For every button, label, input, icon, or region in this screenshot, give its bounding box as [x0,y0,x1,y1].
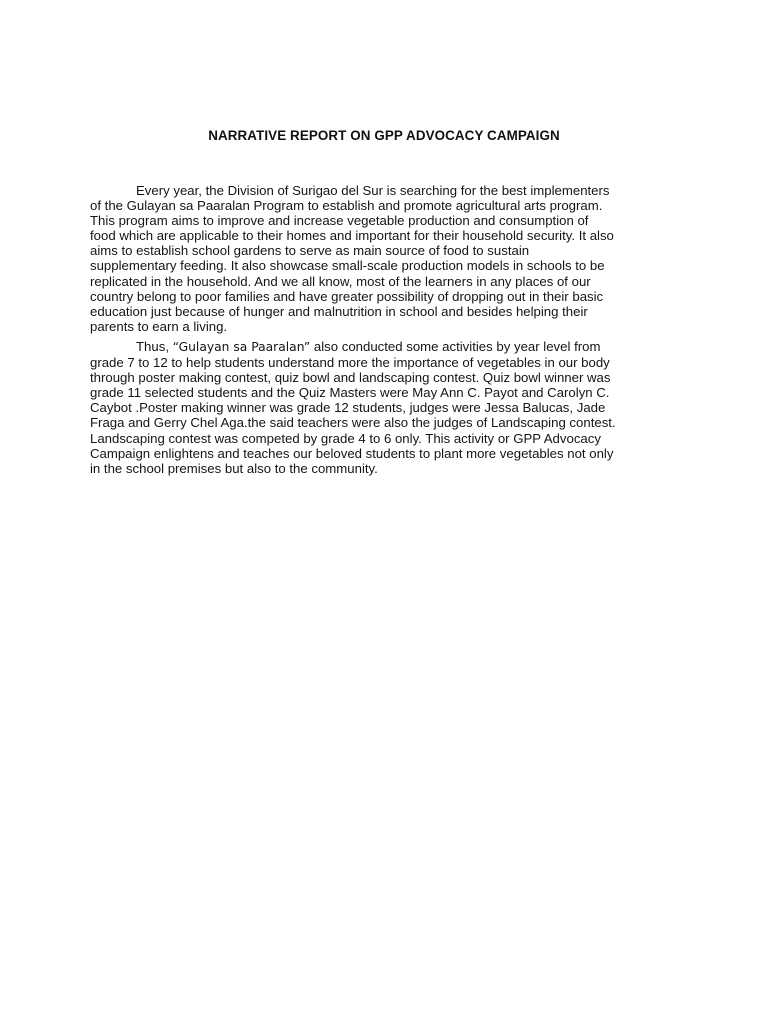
program-name-quote: “Gulayan sa Paaralan” [172,340,311,354]
paragraph-2-line: Landscaping contest was competed by grade 4 to 6 only. This activity or GPP Advocacy [90,430,601,446]
paragraph-1-line: of the Gulayan sa Paaralan Program to establish and promote agricultural arts program. [90,198,603,214]
paragraph-1-line: education just because of hunger and malnutrition in school and besides helping their [90,303,588,319]
paragraph-2-first-line [90,339,700,355]
paragraph-1-line: Every year, the Division of Surigao del Sur is searching for the best implementers [136,183,610,198]
paragraph-1-line: supplementary feeding. It also showcase small-scale production models in schools to be [90,258,605,274]
paragraph-2-line: Fraga and Gerry Chel Aga.the said teachers were also the judges of Landscaping contest. [90,415,616,431]
paragraph-1-line: country belong to poor families and have greater possibility of dropping out in their basic [90,288,604,304]
paragraph-2-suffix: also conducted some activities by year level from [310,339,601,354]
paragraph-1-line: replicated in the household. And we all know, most of the learners in any places of our [90,273,591,289]
document-title: NARRATIVE REPORT ON GPP ADVOCACY CAMPAIGN [208,128,560,143]
paragraph-2 [90,339,700,476]
paragraph-2-line: grade 11 selected students and the Quiz Masters were May Ann C. Payot and Carolyn C. [90,385,610,401]
paragraph-2-line: through poster making contest, quiz bowl and landscaping contest. Quiz bowl winner was [90,370,611,386]
paragraph-1-line: parents to earn a living. [90,318,228,334]
paragraph-1-line: food which are applicable to their homes and important for their household security. It also [90,228,614,244]
paragraph-1 [90,183,700,334]
paragraph-2-line: Campaign enlightens and teaches our beloved students to plant more vegetables not only [90,445,614,461]
paragraph-2-prefix: Thus, [136,339,173,354]
paragraph-2-line: grade 7 to 12 to help students understand more the importance of vegetables in our body [90,355,610,371]
paragraph-1-line: This program aims to improve and increase vegetable production and consumption of [90,213,589,229]
paragraph-2-line: in the school premises but also to the community. [90,460,378,476]
paragraph-2-line: Caybot .Poster making winner was grade 12 students, judges were Jessa Balucas, Jade [90,400,606,416]
paragraph-1-line: aims to establish school gardens to serve as main source of food to sustain [90,243,530,259]
